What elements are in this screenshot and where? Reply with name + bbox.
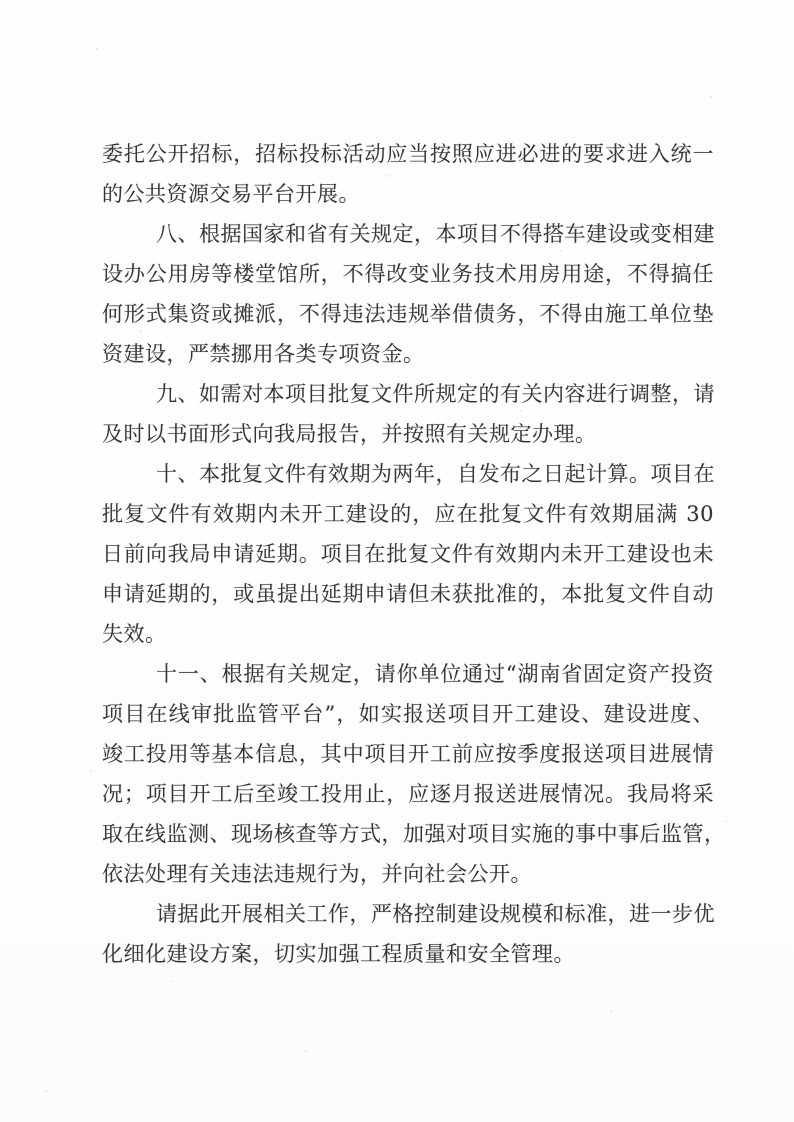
- document-line: 项目在线审批监管平台”，如实报送项目开工建设、建设进度、: [102, 702, 714, 726]
- document-line: 日前向我局申请延期。项目在批复文件有效期内未开工建设也未: [102, 542, 714, 566]
- document-line: 的公共资源交易平台开展。: [102, 182, 360, 206]
- document-line-clause-9: 九、如需对本项目批复文件所规定的有关内容进行调整，请: [156, 382, 715, 406]
- document-line: 资建设，严禁挪用各类专项资金。: [102, 342, 425, 366]
- document-line: 何形式集资或摊派，不得违法违规举借债务，不得由施工单位垫: [102, 302, 714, 326]
- document-line: 依法处理有关违法违规行为，并向社会公开。: [102, 862, 532, 886]
- document-line: 竣工投用等基本信息，其中项目开工前应按季度报送项目进展情: [102, 742, 714, 766]
- document-line-closing: 请据此开展相关工作，严格控制建设规模和标准，进一步优: [156, 902, 715, 926]
- document-line-clause-11: 十一、根据有关规定，请你单位通过“湖南省固定资产投资: [156, 662, 714, 686]
- document-line: 取在线监测、现场核查等方式，加强对项目实施的事中事后监管，: [102, 822, 726, 846]
- document-line: 批复文件有效期内未开工建设的，应在批复文件有效期届满 30: [102, 502, 714, 526]
- document-line: 化细化建设方案，切实加强工程质量和安全管理。: [102, 942, 575, 966]
- document-line: 况；项目开工后至竣工投用止，应逐月报送进展情况。我局将采: [102, 782, 714, 806]
- document-line-clause-10: 十、本批复文件有效期为两年，自发布之日起计算。项目在: [156, 462, 715, 486]
- document-line: 及时以书面形式向我局报告，并按照有关规定办理。: [102, 422, 597, 446]
- document-line-clause-8: 八、根据国家和省有关规定，本项目不得搭车建设或变相建: [156, 222, 715, 246]
- document-line: 申请延期的，或虽提出延期申请但未获批准的，本批复文件自动: [102, 582, 714, 606]
- document-line: 失效。: [102, 622, 167, 646]
- document-line: 设办公用房等楼堂馆所，不得改变业务技术用房用途，不得搞任: [102, 262, 714, 286]
- document-line: 委托公开招标，招标投标活动应当按照应进必进的要求进入统一: [102, 142, 714, 166]
- document-text-block: [102, 134, 726, 974]
- scan-noise-speckles: [0, 0, 2, 2]
